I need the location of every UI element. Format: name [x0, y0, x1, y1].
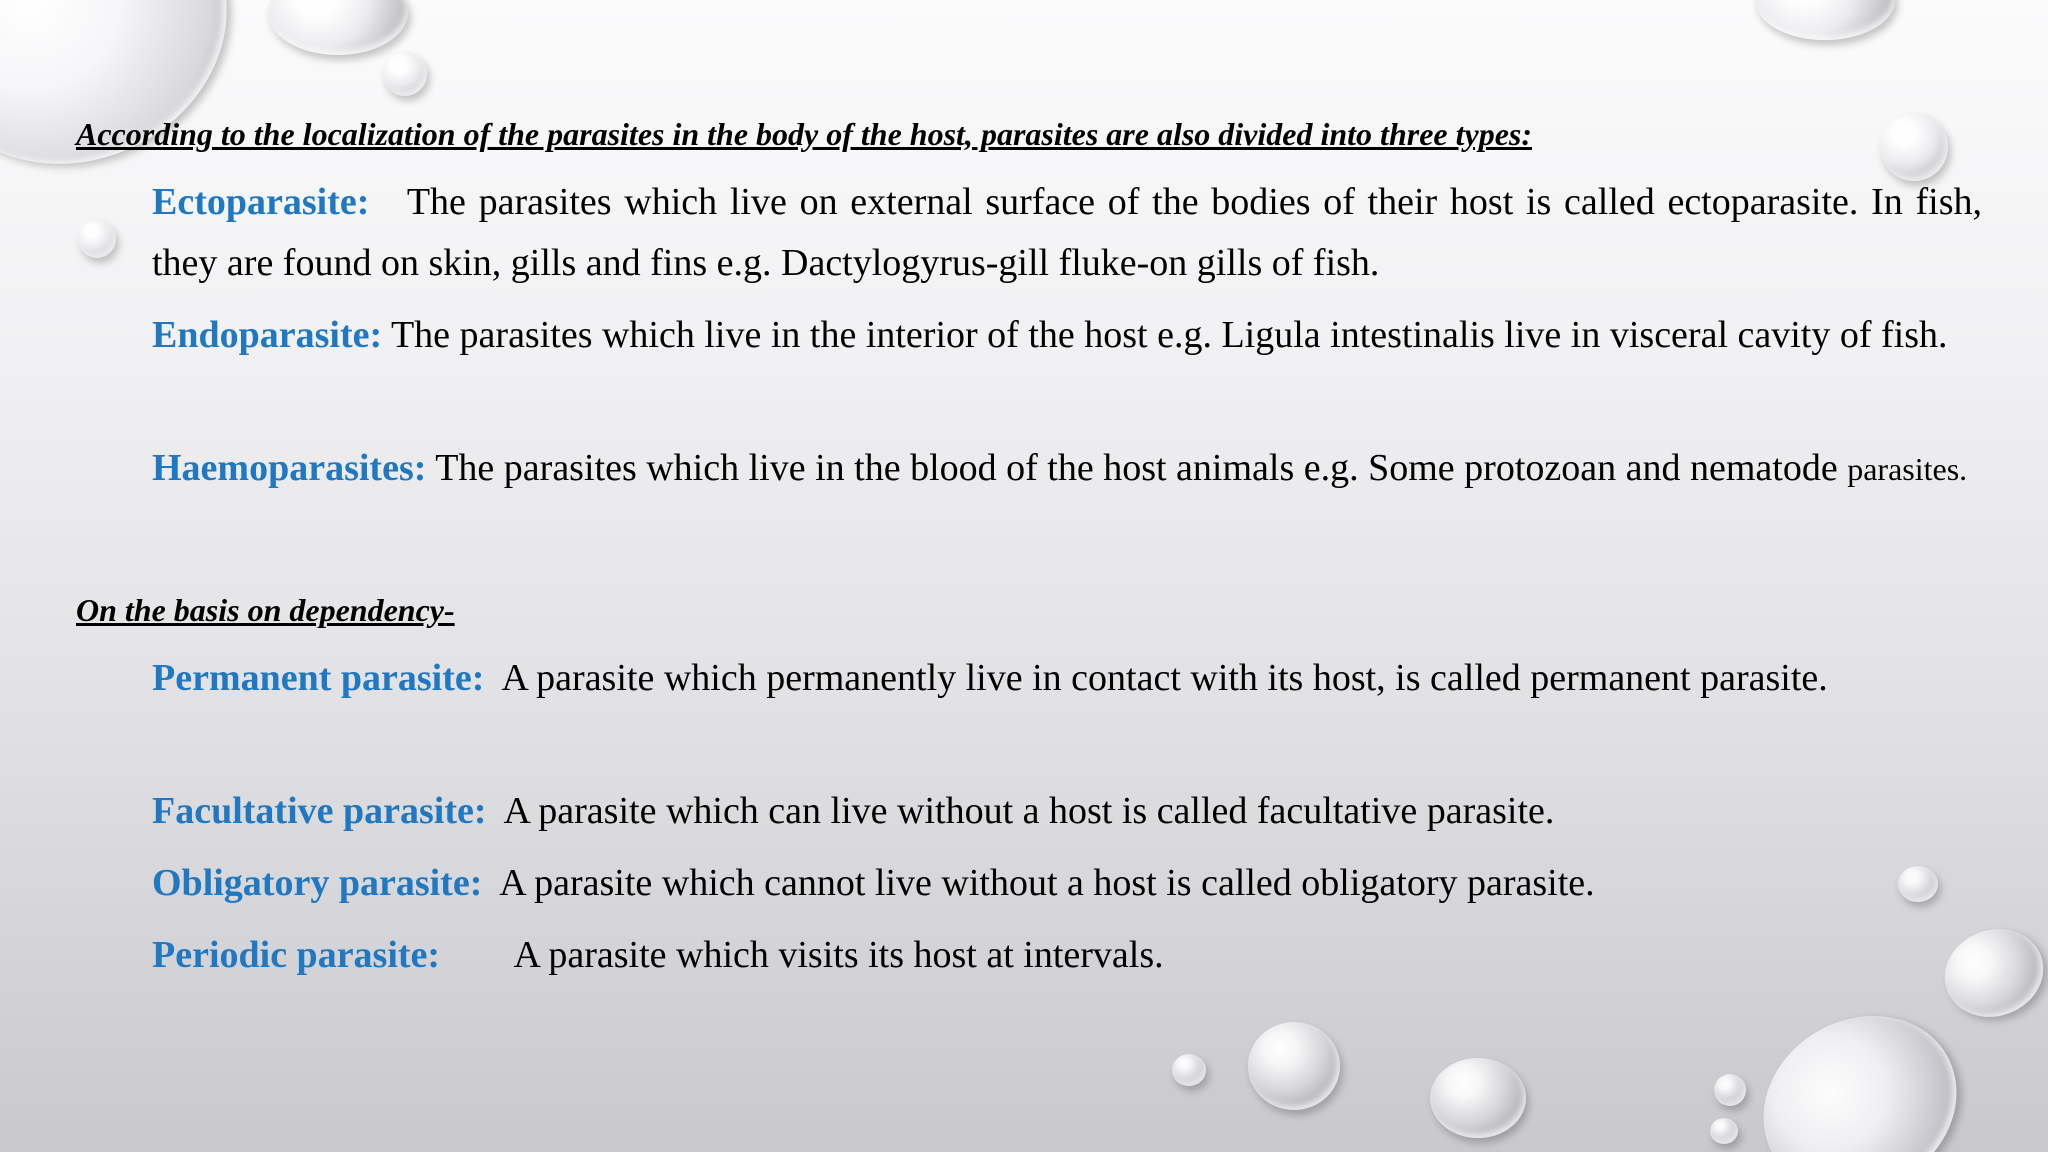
water-drop-decoration [78, 220, 116, 258]
term-endoparasite: Endoparasite: [152, 314, 383, 356]
term-permanent-parasite: Permanent parasite: [152, 657, 485, 699]
term-periodic-parasite: Periodic parasite: [152, 934, 441, 976]
definition-text-tail: parasites. [1847, 451, 1968, 487]
definition-endoparasite [152, 305, 1982, 366]
water-drop-decoration [1172, 1054, 1206, 1086]
definition-text: A parasite which permanently live in contact with its host, is called permanent parasite. [501, 657, 1828, 699]
water-drop-decoration [1714, 1074, 1746, 1106]
definition-ectoparasite [152, 172, 1982, 294]
term-haemoparasites: Haemoparasites: [152, 447, 427, 489]
term-obligatory-parasite: Obligatory parasite: [152, 862, 483, 904]
water-drop-decoration [1755, 0, 1895, 40]
term-ectoparasite: Ectoparasite: [152, 181, 370, 223]
definition-text: The parasites which live on external surface of the bodies of their host is called ectoparasite. In fish, they are found on skin, gills and fins e.g. Dactylogyrus-gill fluke-on gills of fish. [152, 181, 1982, 284]
water-drop-decoration [1430, 1058, 1526, 1138]
definition-periodic-parasite [152, 925, 1982, 986]
definition-text: A parasite which cannot live without a host is called obligatory parasite. [499, 862, 1595, 904]
term-facultative-parasite: Facultative parasite: [152, 790, 487, 832]
definition-text: The parasites which live in the interior of the host e.g. Ligula intestinalis live in visceral cavity of fish. [390, 314, 1948, 356]
section-heading-localization: According to the localization of the parasites in the body of the host, parasites are also divided into three types: [76, 116, 1532, 152]
water-drop-decoration [383, 52, 427, 96]
water-drop-decoration [1880, 113, 1948, 181]
definition-haemoparasites [152, 438, 1982, 500]
definition-facultative-parasite [152, 781, 1982, 842]
definition-text: A parasite which visits its host at intervals. [513, 934, 1164, 976]
definition-permanent-parasite [152, 648, 1912, 709]
definition-text: The parasites which live in the blood of the host animals e.g. Some protozoan and nematode [435, 447, 1838, 489]
section-heading-dependency: On the basis on dependency- [76, 592, 455, 628]
water-drop-decoration [1731, 981, 1989, 1152]
definition-text: A parasite which can live without a host is called facultative parasite. [503, 790, 1555, 832]
water-drop-decoration [1710, 1118, 1738, 1144]
water-drop-decoration [268, 0, 408, 55]
water-drop-decoration [1248, 1022, 1340, 1110]
definition-obligatory-parasite [152, 853, 1982, 914]
